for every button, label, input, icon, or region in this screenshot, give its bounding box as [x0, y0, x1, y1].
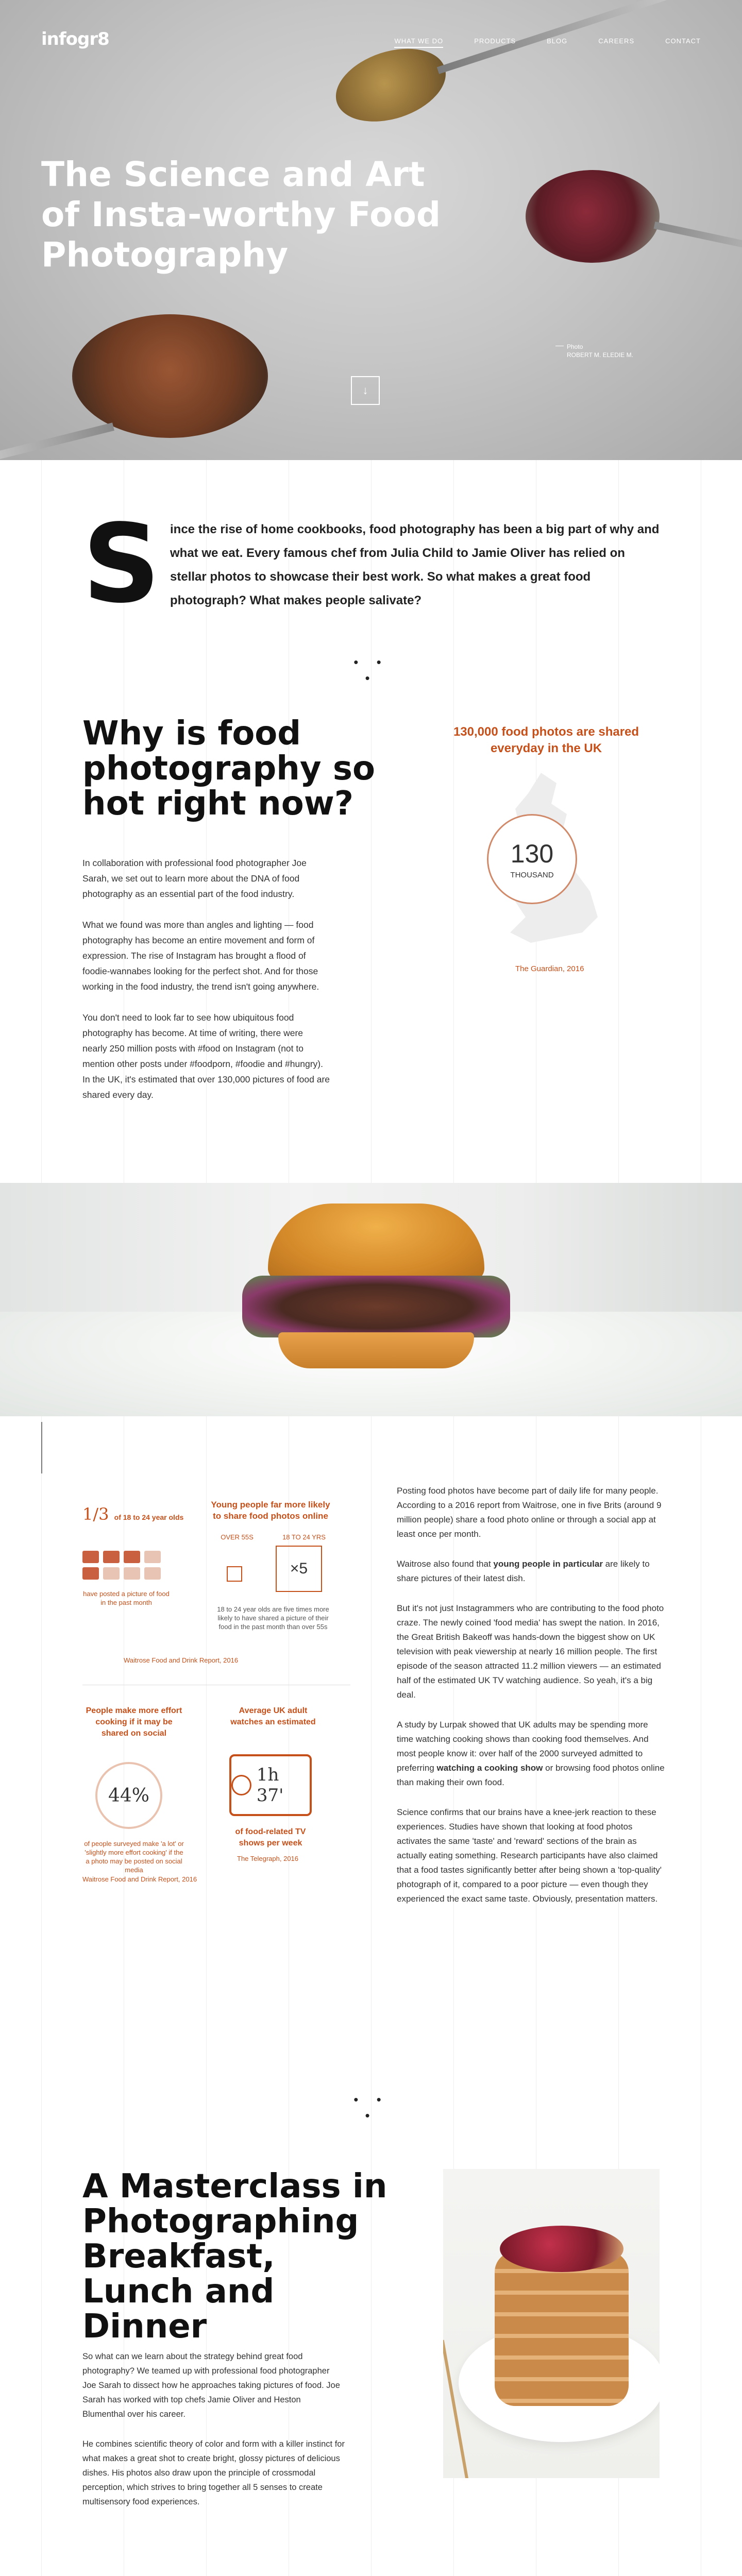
page-title: The Science and Art of Insta-worthy Food Photography — [41, 155, 441, 275]
caption-label: Photo — [567, 343, 583, 350]
spoon-image — [327, 36, 457, 139]
hero — [0, 0, 742, 460]
times-description: 18 to 24 year olds are five times more likely to have shared a picture of their food in the past month than over 55s — [217, 1605, 329, 1631]
p4-bold: watching a cooking show — [436, 1763, 543, 1773]
camera-icon — [124, 1567, 140, 1580]
burger-bun-bottom — [278, 1332, 474, 1368]
masterclass-body — [82, 2349, 345, 2524]
burger-filling — [242, 1276, 510, 1337]
fraction-value: 1/3 — [82, 1504, 109, 1524]
camera-icon — [124, 1551, 140, 1563]
camera-icon — [82, 1551, 99, 1563]
camera-icon — [144, 1567, 161, 1580]
article-paragraph-5: Science confirms that our brains have a knee-jerk reaction to these experiences. Studies have shown that looking at food photos activates the same 'taste' and 'reward' sections of the brain as actually eating something. Research participants have also claimed that a food tastes significantly better after being shown a 'top-quality' photograph of it, compared to a poor picture — even though they experienced the exact same taste. Obviously, presentation matters. — [397, 1807, 662, 1904]
source-3: The Telegraph, 2016 — [237, 1855, 299, 1862]
drop-cap: S — [82, 501, 161, 627]
nav-blog[interactable]: BLOG — [547, 37, 568, 45]
nav-products[interactable]: PRODUCTS — [474, 37, 516, 45]
nav-what-we-do[interactable]: WHAT WE DO — [394, 37, 443, 48]
camera-icon — [103, 1567, 120, 1580]
p2-bold: young people in particular — [493, 1559, 603, 1569]
why-paragraph-1: In collaboration with professional food photographer Joe Sarah, we set out to learn more about the DNA of food photography as an essential part of the food industry. — [82, 858, 307, 899]
section-divider-dots: • • • — [353, 654, 389, 686]
percent-value: 44% — [108, 1785, 149, 1806]
nav-contact[interactable]: CONTACT — [665, 37, 701, 45]
article-paragraph-4 — [397, 1718, 665, 1790]
stat-circle — [487, 814, 577, 904]
times-value: ×5 — [290, 1560, 308, 1577]
main-nav — [394, 37, 701, 48]
p4-pre: A study by Lurpak showed that UK adults may be spending more time watching cooking shows than cooking food themselves. And most people know it: over half of the 2000 surveyed admitted to preferring — [397, 1720, 649, 1773]
burger-bun-top — [268, 1204, 484, 1281]
spoon-handle — [0, 422, 114, 460]
pancake-photo — [443, 2169, 660, 2478]
source-1: Waitrose Food and Drink Report, 2016 — [124, 1656, 239, 1664]
tv-value: 1h 37' — [256, 1765, 284, 1806]
tv-title: Average UK adult watches an estimated — [230, 1706, 316, 1726]
logo[interactable]: infogr8 — [41, 29, 109, 49]
berries — [500, 2226, 623, 2272]
times-box — [276, 1546, 322, 1592]
fraction-label: of 18 to 24 year olds — [114, 1513, 184, 1521]
fraction-number — [82, 1504, 183, 1524]
section-divider-dots: • • • — [353, 2092, 389, 2123]
vertical-rule — [41, 1422, 42, 1473]
stat-number: 130 — [510, 839, 554, 868]
year-label-2: 18 TO 24 YRS — [282, 1533, 326, 1541]
source-2: Waitrose Food and Drink Report, 2016 — [82, 1875, 197, 1883]
why-body — [82, 855, 330, 1118]
stat-source: The Guardian, 2016 — [515, 964, 584, 973]
why-paragraph-2: What we found was more than angles and lighting — food photography has become an entire movement and form of expression. The rise of Instagram has brought a flood of foodie-wannabes looking for the perfect shot. And for those working in the food industry, the trend isn't going anywhere. — [82, 920, 319, 992]
small-square-icon — [227, 1566, 242, 1582]
p4-post: or browsing food photos online than making their own food. — [397, 1763, 665, 1787]
article-paragraph-3: But it's not just Instagrammers who are contributing to the food photo craze. The newly coined 'food media' has swept the nation. In 2016, the Great British Bakeoff was hands-down the biggest show on UK television with peak viewership at nearly 16 million people. The first episode of the season attracted 11.2 million viewers — an estimated half of the estimated UK TV watching audience. So yeah, it's a big deal. — [397, 1603, 664, 1700]
percent-description: of people surveyed make 'a lot' or 'slightly more effort cooking' if the a photo may be posted on social media — [84, 1840, 184, 1874]
article-paragraph-1: Posting food photos have become part of daily life for many people. According to a 2016 report from Waitrose, one in five Brits (around 9 million people) share a food photo online or through a social app at least once per month. — [397, 1486, 662, 1539]
why-heading: Why is food photography so hot right now? — [82, 715, 375, 823]
intro-text: ince the rise of home cookbooks, food photography has been a big part of why and what we eat. Every famous chef from Julia Child to Jamie Oliver has relied on stellar photos to showcase their best work. So what makes a great food photograph? What makes people salivate? — [170, 522, 660, 607]
camera-icon — [82, 1567, 99, 1580]
why-paragraph-3: You don't need to look far to see how ubiquitous food photography has become. At time of writing, there were nearly 250 million posts with #food on Instagram (not to mention other posts under #foodporn, #foodie and #hungry). In the UK, it's estimated that over 130,000 pictures of food are shared every day. — [82, 1012, 330, 1100]
stat-title: 130,000 food photos are shared everyday in the UK — [453, 725, 639, 755]
pancake-stack — [495, 2251, 629, 2406]
masterclass-heading: A Masterclass in Photographing Breakfast, Lunch and Dinner — [82, 2167, 387, 2346]
fraction-description: have posted a picture of food in the past month — [83, 1590, 170, 1606]
young-title: Young people far more likely to share food photos online — [211, 1500, 330, 1521]
camera-icon — [144, 1551, 161, 1563]
effort-title: People make more effort cooking if it may be shared on social — [86, 1706, 182, 1738]
camera-icon — [103, 1551, 120, 1563]
masterclass-paragraph-1: So what can we learn about the strategy behind great food photography? We teamed up with professional food photographer Joe Sarah to dissect how he approaches taking pictures of food. Joe Sarah has worked with top chefs Jamie Oliver and Heston Blumenthal over his career. — [82, 2352, 340, 2419]
spoon-handle — [654, 222, 742, 261]
tv-icon — [229, 1754, 312, 1816]
nav-careers[interactable]: CAREERS — [598, 37, 635, 45]
clock-icon — [231, 1775, 251, 1795]
article-body — [397, 1484, 665, 1922]
fork — [443, 2340, 469, 2478]
burger-photo — [0, 1183, 742, 1416]
percent-circle — [95, 1762, 162, 1829]
year-label-1: OVER 55S — [221, 1533, 254, 1541]
photo-caption — [567, 343, 633, 359]
p2-pre: Waitrose also found that — [397, 1559, 494, 1569]
caption-credit: ROBERT M. ELEDIE M. — [567, 351, 633, 359]
article-paragraph-2 — [397, 1557, 665, 1586]
masterclass-paragraph-2: He combines scientific theory of color and form with a killer instinct for what makes a great shot to create bright, glossy pictures of delicious dishes. His photos also draw upon the principle of crossmodal perception, which strives to bring together all 5 senses to create multisensory food experiences. — [82, 2439, 345, 2506]
scroll-down-button[interactable] — [351, 376, 380, 405]
tv-description: of food-related TV shows per week — [235, 1827, 306, 1848]
arrow-down-icon: ↓ — [362, 384, 368, 397]
p2-post: are likely to share pictures of their latest dish. — [397, 1559, 650, 1583]
spoon-image — [72, 314, 268, 438]
stat-unit: THOUSAND — [510, 871, 554, 879]
spoon-image — [526, 170, 660, 263]
